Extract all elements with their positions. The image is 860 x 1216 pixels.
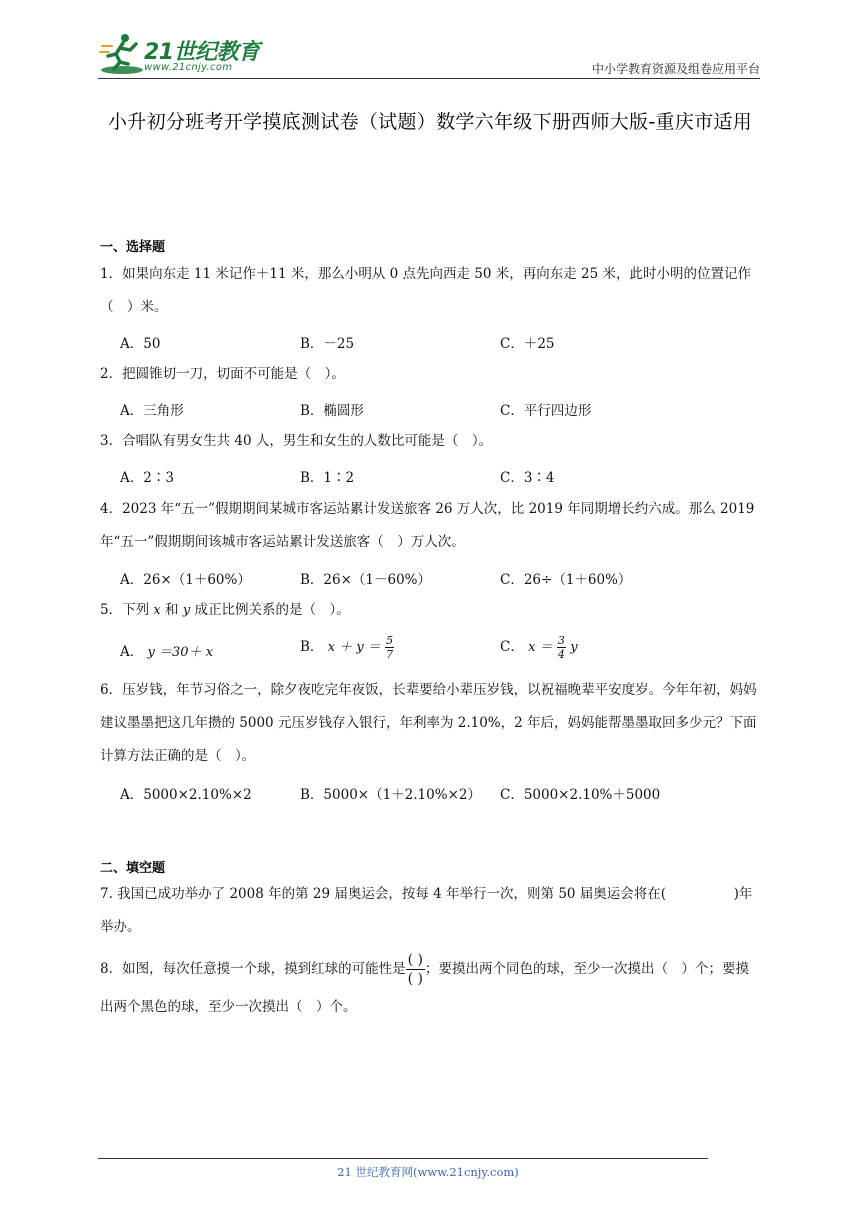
option-c[interactable]: C．3∶4 <box>500 470 555 486</box>
option-c[interactable]: C．平行四边形 <box>500 403 592 419</box>
question-2-options <box>120 399 760 427</box>
section-multiple-choice-title: 一、选择题 <box>100 240 166 255</box>
logo-url: www.21cnjy.com <box>144 62 233 73</box>
question-6-options <box>120 783 760 811</box>
option-b[interactable]: B．26×（1－60%） <box>300 572 432 588</box>
fraction-denominator-blank: ( ) <box>407 971 423 987</box>
fraction-denominator: 7 <box>386 648 394 661</box>
exam-title: 小升初分班考开学摸底测试卷（试题）数学六年级下册西师大版-重庆市适用 <box>107 111 753 133</box>
question-3-options <box>120 466 760 494</box>
question-1-options <box>120 332 760 360</box>
question-5-and: 和 <box>165 602 179 618</box>
option-c[interactable] <box>500 634 578 661</box>
question-7: 7. 我国已成功举办了 2008 年的第 29 届奥运会，按每 4 年举行一次，则第 50 届奥运会将在( )年举办。 <box>100 886 753 935</box>
option-b[interactable]: B．5000×（1＋2.10%×2） <box>300 787 481 803</box>
footer-divider <box>98 1158 708 1159</box>
option-b[interactable]: B．－25 <box>300 336 355 352</box>
question-5-prefix: 5．下列 <box>100 602 150 618</box>
option-a[interactable]: A．26×（1＋60%） <box>120 572 251 588</box>
option-c[interactable]: C．26÷（1＋60%） <box>500 572 632 588</box>
option-c[interactable]: C．5000×2.10%＋5000 <box>500 787 661 803</box>
runner-logo-icon <box>98 32 144 76</box>
logo-wordmark: 21世纪教育 <box>144 40 260 65</box>
question-4-options <box>120 568 760 596</box>
footer-source[interactable]: 21 世纪教育网(www.21cnjy.com) <box>337 1165 519 1179</box>
fraction-numerator-blank: ( ) <box>407 952 423 968</box>
option-a[interactable]: A．50 <box>120 336 161 352</box>
option-a[interactable]: A．5000×2.10%×2 <box>120 787 252 803</box>
question-5 <box>100 594 762 627</box>
fraction-numerator: 3 <box>557 634 565 647</box>
question-1: 1．如果向东走 11 米记作＋11 米，那么小明从 0 点先向西走 50 米，再向东走 25 米，此时小明的位置记作（ ）米。 <box>100 266 752 315</box>
option-a[interactable]: A．2∶3 <box>120 470 174 486</box>
variable-y: y <box>182 603 191 618</box>
question-8-suffix: ；要摸出两个同色的球，至少一次摸出（ ）个；要摸出两个黑色的球，至少一次摸出（ ）个。 <box>100 961 749 1015</box>
fraction-numerator: 5 <box>386 634 394 647</box>
site-logo <box>98 32 268 76</box>
option-c-fraction <box>557 634 566 661</box>
section-fill-blank-title: 二、填空题 <box>100 861 166 876</box>
option-b-label: B． <box>300 639 324 655</box>
fraction-denominator: 4 <box>557 648 565 661</box>
option-a-expression: y ＝30＋ x <box>147 645 214 660</box>
option-a-label: A． <box>120 644 144 660</box>
option-c[interactable]: C．＋25 <box>500 336 555 352</box>
option-b-fraction <box>385 634 394 661</box>
question-6: 6．压岁钱，年节习俗之一，除夕夜吃完年夜饭，长辈要给小辈压岁钱，以祝福晚辈平安度岁。今年年初，妈妈建议墨墨把这几年攒的 5000 元压岁钱存入银行，年利率为 2.10%，2 年后，妈妈能帮墨墨取回多少元？下面计算方法正确的是（ ）。 <box>100 682 757 764</box>
platform-tagline: 中小学教育资源及组卷应用平台 <box>591 62 760 76</box>
question-3: 3．合唱队有男女生共 40 人，男生和女生的人数比可能是（ ）。 <box>100 433 493 449</box>
question-8-prefix: 8．如图，每次任意摸一个球，摸到红球的可能性是 <box>100 961 406 977</box>
question-4: 4．2023 年“五一”假期期间某城市客运站累计发送旅客 26 万人次，比 2019 年同期增长约六成。那么 2019 年“五一”假期期间该城市客运站累计发送旅客（ ）万人次。 <box>100 501 755 550</box>
option-c-expression: x ＝ <box>528 640 553 655</box>
option-a[interactable] <box>120 640 213 660</box>
question-5-options <box>120 634 760 670</box>
question-8 <box>100 950 762 1026</box>
option-a[interactable]: A．三角形 <box>120 403 184 419</box>
option-c-tail: y <box>570 640 578 655</box>
variable-x: x <box>153 603 161 618</box>
option-b-expression: x ＋ y ＝ <box>327 640 381 655</box>
option-b[interactable] <box>300 634 394 661</box>
option-c-label: C． <box>500 639 524 655</box>
option-b[interactable]: B．椭圆形 <box>300 403 364 419</box>
option-b[interactable]: B．1∶2 <box>300 470 355 486</box>
probability-blank-fraction[interactable] <box>406 951 425 988</box>
question-5-suffix: 成正比例关系的是（ ）。 <box>194 602 350 618</box>
page-header <box>98 30 760 82</box>
question-2: 2．把圆锥切一刀，切面不可能是（ ）。 <box>100 366 345 382</box>
header-divider <box>98 78 760 79</box>
